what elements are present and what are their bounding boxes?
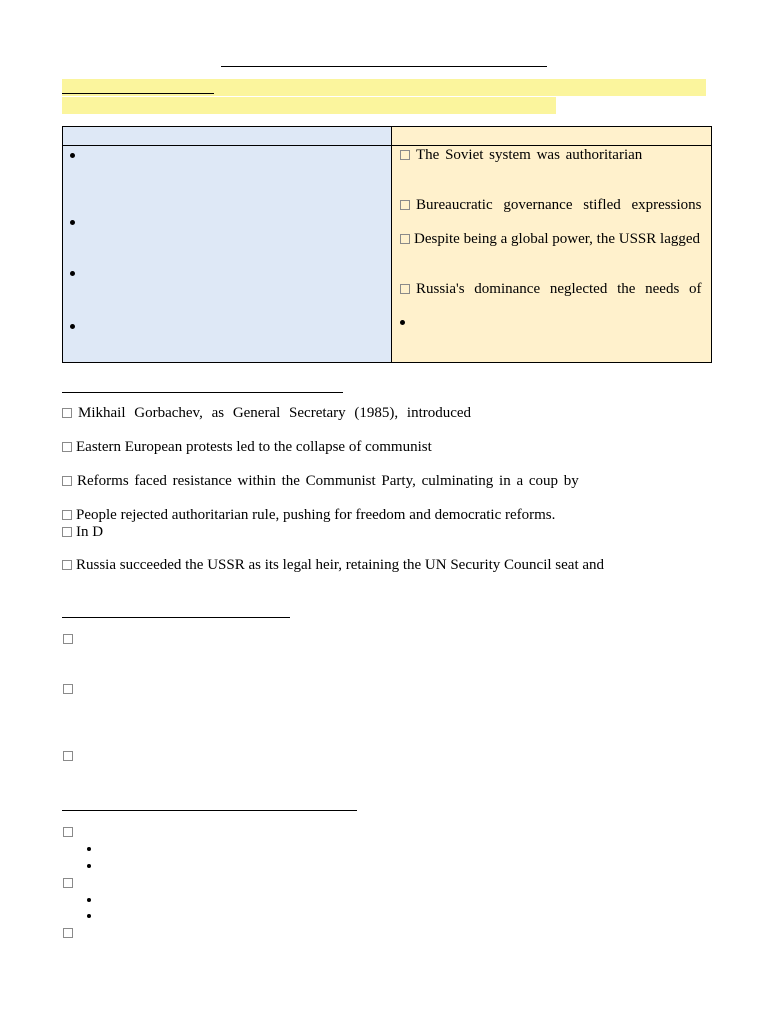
bullet-dot-icon: [400, 320, 405, 325]
checkbox-glyph-icon: [62, 476, 72, 486]
table-right-item-1: The Soviet system was authoritarian: [400, 146, 705, 164]
checkbox-glyph-icon: [400, 150, 410, 160]
section-2-heading-rule: [62, 617, 290, 618]
section-1-item-6: Russia succeeded the USSR as its legal heir, retaining the UN Security Council seat and: [62, 556, 604, 574]
comparison-table: [62, 126, 712, 363]
table-header-right: [392, 127, 711, 146]
table-header-left: [63, 127, 392, 146]
section-3-item-2: [62, 878, 74, 890]
section-1-item-2: Eastern European protests led to the collapse of communist: [62, 438, 432, 456]
checkbox-glyph-icon: [63, 634, 73, 644]
checkbox-glyph-icon: [63, 827, 73, 837]
section-3-heading-rule: [62, 810, 357, 811]
checkbox-glyph-icon: [62, 527, 72, 537]
bullet-dot-icon: [70, 220, 75, 225]
checkbox-glyph-icon: [400, 234, 410, 244]
table-right-item-4: Russia's dominance neglected the needs of: [400, 280, 706, 298]
section-1-item-5: In D: [62, 523, 103, 541]
checkbox-glyph-icon: [62, 408, 72, 418]
title-underline: [221, 66, 547, 67]
bullet-dot-icon: [70, 153, 75, 158]
section-2-item-1: [62, 634, 74, 646]
section-2-item-3: [62, 751, 74, 763]
checkbox-glyph-icon: [63, 684, 73, 694]
checkbox-glyph-icon: [400, 200, 410, 210]
section-1-heading-rule: [62, 392, 343, 393]
bullet-dot-icon: [70, 271, 75, 276]
section-1-item-3: Reforms faced resistance within the Communist Party, culminating in a coup by: [62, 472, 579, 490]
section-1-item-4: People rejected authoritarian rule, pushing for freedom and democratic reforms.: [62, 506, 555, 524]
bullet-dot-icon: [87, 847, 91, 851]
checkbox-glyph-icon: [400, 284, 410, 294]
checkbox-glyph-icon: [62, 510, 72, 520]
checkbox-glyph-icon: [63, 751, 73, 761]
table-right-item-3: Despite being a global power, the USSR lagged: [400, 230, 706, 248]
table-cell-left: [63, 146, 392, 362]
bullet-dot-icon: [87, 914, 91, 918]
section-3-item-3: [62, 928, 74, 940]
section-3-item-1: [62, 827, 74, 839]
checkbox-glyph-icon: [63, 928, 73, 938]
intro-highlight-line-2: [62, 97, 556, 114]
bullet-dot-icon: [87, 898, 91, 902]
checkbox-glyph-icon: [63, 878, 73, 888]
intro-underline: [62, 93, 214, 94]
bullet-dot-icon: [87, 864, 91, 868]
table-right-item-2: Bureaucratic governance stifled expressions: [400, 196, 706, 214]
section-2-item-2: [62, 684, 74, 696]
section-1-item-1: Mikhail Gorbachev, as General Secretary (1985), introduced: [62, 404, 471, 422]
table-cell-right: [392, 146, 711, 362]
bullet-dot-icon: [70, 324, 75, 329]
checkbox-glyph-icon: [62, 442, 72, 452]
checkbox-glyph-icon: [62, 560, 72, 570]
